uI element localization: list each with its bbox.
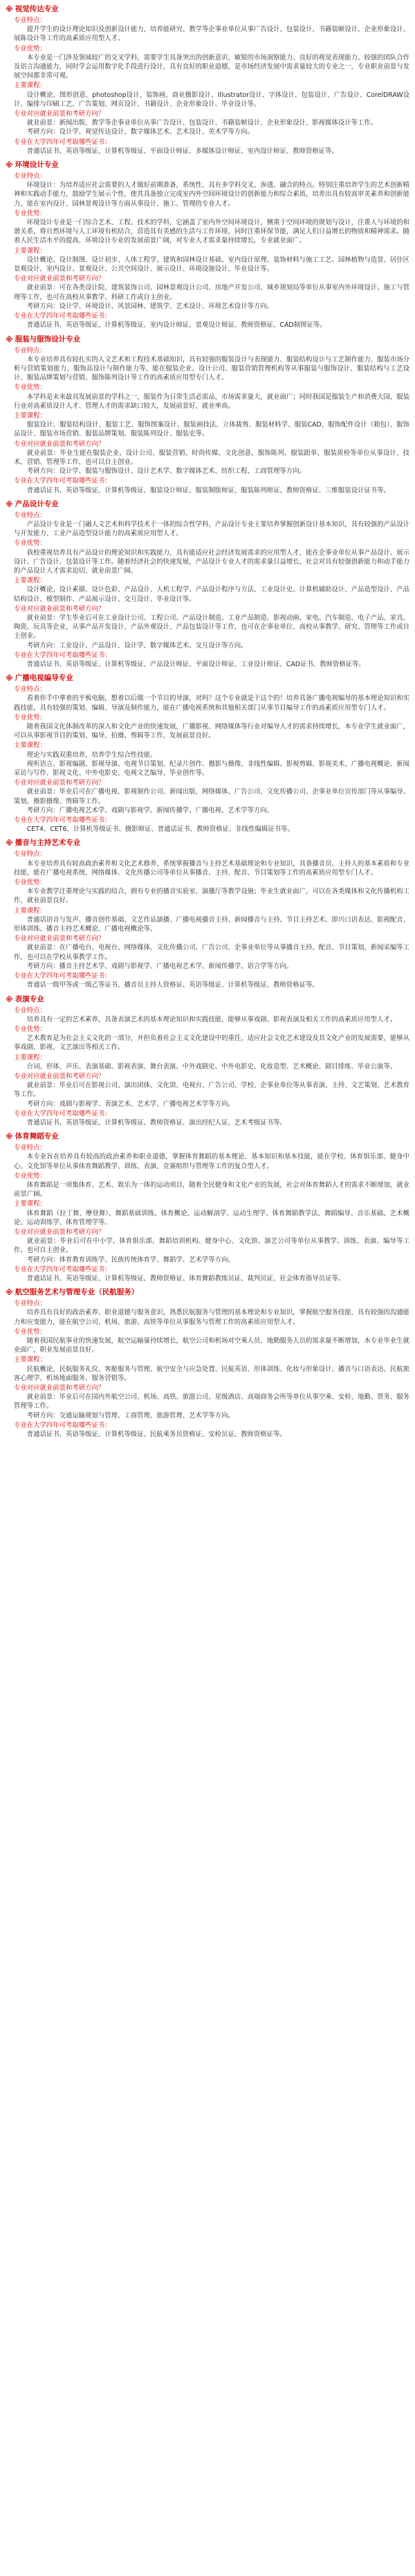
section-title-text: 广播电视编导专业 [15,674,73,683]
info-block [14,1172,409,1199]
block-text: 本专业培养具有较高政治素养和文化艺术修养，系统掌握播音与主持艺术基础理论和专业知识，具备播音员、主持人的基本素质和专业技能，能在广播电视系统、网络媒体、文化传播公司等单位从事播音、主持、配音、节目策划等工作的高素质应用型专门人才。 [14,859,409,877]
block-text: 本专业旨在培养具有较高的政治素养和职业道德，掌握体育舞蹈的基本理论、基本知识和基本技能，能在学校、体育俱乐部、健身中心、文化馆等单位从事体育舞蹈教学、训练、表演、竞赛组织与管理等工作的复合型人才。 [14,1153,409,1170]
block-text: 就业前景：可在各类设计院、建筑装饰公司、园林景观设计公司、房地产开发公司、城乡规划局等单位从事室内外环境设计、施工与管理等工作，也可在高校从事教学、科研工作或自主创业。 [14,284,409,301]
info-block [14,1421,409,1439]
block-label: 专业特点： [14,1300,46,1308]
block-label: 专业对应就业前景和考研方向？ [14,275,105,283]
block-text: 考研方向：工业设计、产品设计、设计学、数字媒体艺术、交互设计等方向。 [26,641,248,650]
block-text: 普通话证书、英语等级证、计算机等级证、服装设计师证、服装制版师证、服装陈列师证、教师资格证、三维服装设计证书等。 [26,486,390,494]
block-label: 专业对应就业前景和考研方向？ [14,1384,105,1393]
block-label: 主要课程： [14,1356,46,1364]
block-label: 专业对应就业前景和考研方向？ [14,1072,105,1080]
major-section [6,499,409,669]
info-block [14,962,409,971]
info-block [14,760,409,778]
info-block [14,467,409,476]
info-block [14,109,409,127]
info-block [14,1384,409,1411]
info-block [14,778,409,806]
info-block [14,411,409,439]
info-block [14,16,409,44]
block-text: 就业前景：毕业后可在影视公司、演出团体、文化馆、电视台、广告公司、学校、企事业单位等从事表演、主持、文艺策划、艺术教育等工作。 [14,1082,409,1099]
block-text: 考研方向：交通运输规划与管理、工商管理、旅游管理、艺术学等方向。 [26,1411,234,1420]
block-text: 就业前景：学生毕业后可在工业设计公司、工程公司、产品设计制造、工业产品制造、影视动画、家电、汽车制造、电子产品、家具、陶瓷、玩具等企业，从事产品开发设计、产品外观设计、产品包装设计等工作，也可在企事业单位、高校从事教学、研究、管理等工作或自主创业。 [14,614,409,641]
info-block [14,302,409,311]
info-block [14,605,409,641]
block-text: 设计概论、设计素描、设计色彩、产品设计、人机工程学、产品设计程序与方法、工业设计史、计算机辅助设计、产品造型设计、产品结构设计、模型制作、产品展示设计、交互设计、毕业设计等。 [14,586,409,603]
block-label: 专业特点： [14,686,46,694]
block-text: 民航概论、民航服务礼仪、客舱服务与管理、航空安全与应急处置、民航英语、形体训练、化妆与形象设计、播音与口语表达、民航旅客心理学、机场地面服务、服务营销等。 [14,1365,409,1382]
info-block [14,1299,409,1327]
reference-mark-icon: ※ [6,161,12,170]
block-label: 主要课程： [14,1053,46,1062]
block-label: 专业特点： [14,17,46,24]
reference-mark-icon: ※ [6,674,12,683]
block-text: 视听语言、影视编剧、影视导演、电视节目策划、纪录片创作、摄影与摄像、非线性编辑、影视剪辑、影视美术、广播电视概论、新闻采访与写作、影视文化、中外电影史、电视文艺编导、毕业创作等。 [14,760,409,778]
info-block [14,878,409,906]
block-text: 体育舞蹈是一项集体育、艺术、娱乐为一体的运动项目，随着全民健身和文化产业的发展，社会对体育舞蹈人才的需求不断增加，就业前景广阔。 [14,1181,409,1199]
block-text: 体育舞蹈（拉丁舞、摩登舞）、舞蹈基础训练、体育概论、运动解剖学、运动生理学、体育舞蹈教学法、舞蹈编导、音乐基础、艺术概论、运动训练学、体育管理学等。 [14,1209,409,1226]
block-text: 随着我国民航事业的快速发展，航空运输量持续增长，航空公司和机场对空乘人员、地勤服务人员的需求量不断增加，本专业毕业生就业面广，职业发展前景良好。 [14,1337,409,1354]
block-text: 普通话证书、英语等级证、计算机等级证、民航乘务员资格证、安检员证、教师资格证等。 [26,1431,286,1439]
block-label: 专业在大学四年可考取哪些证书： [14,1109,111,1118]
section-title [6,838,409,848]
block-text: 看着你手中拿着的平板电脑，想着以后做一个节目的导演，对吗？这个专业就是干这个的！培养具备广播电视编导的基本理论知识和实践技能，具有较强的策划、编辑、导演及制作能力，能在广播电视系统和其他相关部门从事节目编导工作的高素质应用型专门人才。 [14,695,409,712]
block-label: 主要课程： [14,906,46,915]
info-block [14,312,409,330]
block-text: 普通话一级甲等或一级乙等证书、播音员主持人资格证、英语等级证、计算机等级证、教师资格证等。 [26,981,319,990]
info-block [14,127,409,136]
info-block [14,1100,409,1109]
block-label: 专业特点： [14,1006,46,1014]
section-title [6,4,409,15]
block-label: 专业特点： [14,346,46,355]
block-text: CET4、CET6、计算机等级证书、摄影师证、普通话证书、教师资格证、非线性编辑证书等。 [26,825,294,834]
reference-mark-icon: ※ [6,334,12,344]
reference-mark-icon: ※ [6,1132,12,1142]
info-block [14,440,409,467]
info-block [14,247,409,274]
block-label: 专业在大学四年可考取哪些证书： [14,138,111,146]
major-section [6,160,409,330]
block-text: 考研方向：体育教育训练学、民族传统体育学、舞蹈学、艺术学等方向。 [26,1255,234,1264]
block-text: 就业前景：毕业生能在服装企业、设计公司、服装营销、时尚传媒、文化创意、服饰陈列、服装跟单、服装质检等单位从事设计、技术、营销、管理等工作，也可以自主创业。 [14,449,409,466]
info-block [14,1109,409,1127]
info-block [14,274,409,302]
block-text: 设计概论、设计制图、设计初步、人体工程学、建筑和园林设计基础、室内设计原理、装饰材料与施工工艺、园林植物与造景、居住区景观设计、室内设计、景观设计、公共空间设计、展示设计、环境设施设计、毕业设计等。 [14,256,409,274]
reference-mark-icon: ※ [6,5,12,14]
block-text: 考研方向：设计学、视觉传达设计、数字媒体艺术、艺术设计、美术学等方向。 [26,128,254,136]
block-text: 普通话证书、英语等级证、计算机等级证、室内设计师证、景观设计师证、教师资格证、CAD制图证等。 [26,321,326,330]
block-label: 主要课程： [14,82,46,90]
block-text: 随着我国文化体制改革的深入和文化产业的快速发展，广播影视、网络媒体等行业对编导人才的需求持续增长，本专业学生就业面广，可以从事影视节目的策划、编导、拍摄、剪辑等工作，发展前景良好。 [14,723,409,740]
info-block [14,641,409,650]
section-title-text: 产品设计专业 [15,499,59,508]
block-text: 就业前景：新闻出版、教学等企事业单位从事广告设计、包装设计、书籍装帧设计、企业形象设计、影视媒体设计等工作。 [26,119,378,127]
info-block [14,906,409,934]
block-label: 专业在大学四年可考取哪些证书： [14,312,111,321]
block-label: 专业在大学四年可考取哪些证书： [14,1265,111,1273]
block-label: 主要课程： [14,247,46,255]
block-text: 本专业培养具有较扎实的人文艺术和工程技术基础知识，具有较强的服装设计与表现能力、服装结构设计与工艺制作能力、服装市场分析与营销策划能力、服饰品设计与制作能力等，能在服装企业、设计公司、服装营销管理机构等从事服装与服饰设计、服装结构与工艺设计、服装品牌策划与营销、服饰陈列设计等工作的高素质应用型专门人才。 [14,355,409,382]
info-block [14,972,409,990]
info-block [14,1255,409,1264]
block-text: 培养具有良好的政治素养、职业道德与服务意识，熟悉民航服务与管理的基本理论和专业知识，掌握航空服务技能，具有较强的沟通能力和应变能力，能在航空公司、机场、旅游、高铁等单位从事服务与管理工作的高素质应用型人才。 [14,1309,409,1326]
info-block [14,850,409,877]
block-label: 专业在大学四年可考取哪些证书： [14,816,111,825]
block-label: 专业优势： [14,713,46,722]
block-label: 专业对应就业前景和考研方向？ [14,110,105,118]
section-title-text: 环境设计专业 [15,161,59,170]
section-title-text: 播音与主持艺术专业 [15,839,81,848]
section-title-text: 表演专业 [15,994,44,1003]
major-section [6,334,409,495]
section-title-text: 服装与服饰设计专业 [15,334,81,343]
block-label: 专业特点： [14,850,46,859]
block-label: 专业在大学四年可考取哪些证书： [14,1421,111,1429]
info-block [14,1072,409,1100]
block-text: 提升学生的设计理论知识及创新设计能力，培养能研究、教学等企事业单位从事广告设计、包装设计、书籍装帧设计、企业形象设计、展陈设计等工作的高素质应用型人才。 [14,26,409,43]
info-block [14,138,409,156]
reference-mark-icon: ※ [6,839,12,848]
info-block [14,816,409,834]
block-text: 就业前景：毕业后可在广播电视、影视制作公司、新闻出版、网络媒体、广告公司、文化传播公司、企事业单位宣传部门等从事编导、策划、摄影摄像、剪辑等工作。 [14,788,409,805]
section-title [6,499,409,510]
info-block [14,209,409,246]
block-text: 我校重视培养具有产品设计的理论知识和实践能力，具有能适应社会经济发展需求的应用型人才，能在企事业单位从事产品设计、展示设计、广告设计、包装设计等工作。随着经济社会的快速发展，产品设计专业人才的需求量日益增长，社会对具有较强创新能力和动手能力的产品设计人才需求迫切，就业前景广阔。 [14,548,409,575]
info-block [14,1025,409,1053]
info-block [14,1411,409,1420]
block-label: 专业在大学四年可考取哪些证书： [14,651,111,659]
block-text: 产品设计专业是一门融人文艺术和科学技术于一体的综合性学科，产品设计专业主要培养掌握创新设计基本知识，具有较强的产品设计与开发能力、工业产品造型设计能力的高素质应用型人才。 [14,520,409,538]
section-title-text: 体育舞蹈专业 [15,1132,59,1141]
block-label: 专业优势： [14,384,46,392]
block-label: 主要课程： [14,742,46,750]
block-label: 专业特点： [14,1144,46,1152]
info-block [14,1199,409,1227]
block-text: 就业前景：在广播电台、电视台、网络媒体、文化传播公司、广告公司、企事业单位等从事播音主持、配音、节目策划、新闻采编等工作，也可以在学校从事教学工作。 [14,944,409,961]
info-block [14,576,409,604]
reference-mark-icon: ※ [6,1288,12,1298]
reference-mark-icon: ※ [6,994,12,1004]
major-section [6,838,409,990]
section-title-text: 视觉传达专业 [15,5,59,13]
section-title [6,1132,409,1142]
block-label: 专业优势： [14,1025,46,1033]
info-block [14,172,409,208]
info-block [14,1006,409,1024]
block-label: 专业特点： [14,172,46,181]
info-block [14,511,409,539]
section-title [6,334,409,345]
reference-mark-icon: ※ [6,499,12,509]
info-block [14,685,409,713]
block-text: 本专业是一门涉及领域较广的交叉学科，需要学生具备突出的创新意识、敏锐的市场洞察能力、良好的视觉表现能力、较强的团队合作及语言沟通能力，同时学会运用数字化手段进行设计，具有良好的职业道德，是市场经济发展中需求量较大的专业之一，专业职业前景与发展空间都非常可观。 [14,53,409,80]
info-block [14,1053,409,1071]
info-block [14,81,409,109]
block-label: 主要课程： [14,1200,46,1208]
info-block [14,713,409,741]
block-label: 专业对应就业前景和考研方向？ [14,1228,105,1236]
section-title [6,160,409,170]
block-label: 专业对应就业前景和考研方向？ [14,779,105,787]
section-title [6,994,409,1005]
block-text: 环境设计专业是一门综合艺术、工程、技术的学科，它涵盖了室内外空间环境设计，侧重于空间环境的规划与设计，注重人与环境的和谐关系，将自然环境与人工环境有机结合，营造具有美感的生活与工作环境，同时注重环保节能，满足人们日益增长的物质和精神需求。随着人民生活水平的提高，环境设计专业的发展前景广阔，对专业人才需求量持续增长，专业就业面广。 [14,219,409,245]
section-title-text: 航空服务艺术与管理专业（民航服务） [15,1288,139,1297]
info-block [14,383,409,411]
block-label: 专业对应就业前景和考研方向？ [14,935,105,943]
info-block [14,346,409,383]
block-text: 本专业教学注重理论与实践的结合，拥有专业的播音实验室、演播厅等教学设施；毕业生就业面广，可以在各类媒体和文化传播机构工作，就业前景良好。 [14,888,409,905]
block-text: 艺术教育是为社会主义文化的一部分，并担负着社会主义文化建设中的重任，适应社会文化艺术建设及其文化产业的发展需要，能够从事戏剧、影视、文艺演出等相关工作。 [14,1035,409,1052]
block-text: 普通话证书、英语等级证、计算机等级证、教师资格证、体育舞蹈教练员证、裁判员证、社会体育指导员证等。 [26,1274,345,1282]
info-block [14,1355,409,1383]
block-text: 设计概论、图形创意、photoshop设计、装饰画、商业摄影设计、Illustrator设计、字体设计、包装设计、广告设计、CorelDRAW设计、编排与印刷工艺、广告策划、网页设计、书籍设计、企业形象设计、毕业设计等。 [14,91,409,108]
block-text: 普通话证书、英语等级证、计算机等级证、产品设计师证、平面设计师证、工业设计师证、CAD证书、教师资格证等。 [26,661,365,668]
block-label: 专业优势： [14,539,46,548]
block-label: 专业优势： [14,879,46,887]
section-title [6,1287,409,1298]
major-section [6,1287,409,1439]
block-text: 环境设计：为培养适应社会需要的人才做好前期准备，系统性、具有多学科交叉、渗透、融合的特点。特别注重培养学生的艺术创新精神和实践动手能力，鼓励学生展示个性，使其具备独立完成室内外空间环境设计的创新能力和综合素质，培养出具有较高审美素养和创新能力，能在室内设计、园林景观设计等方面从事设计、施工、管理的专业人才。 [14,181,409,208]
major-section [6,673,409,834]
block-text: 台词、形体、声乐、表演基础、影视表演、舞台表演、中外戏剧史、中外电影史、化妆造型、艺术概论、剧目排练、毕业公演等。 [26,1062,397,1071]
block-text: 普通话语音与发声、播音创作基础、文艺作品演播、广播电视播音主持、新闻播音与主持、节目主持艺术、即兴口语表达、影视配音、形体训练、播音主持艺术概论、广播电视概论等。 [14,915,409,933]
block-text: 培养具有一定的艺术素养，具备表演艺术的基本理论知识和实践技能，能够从事戏剧、影视表演及相关工作的高素质应用型人才。 [26,1015,397,1023]
info-block [14,741,409,759]
block-text: 本学科是未来最具发展前景的学科之一，服装作为日常生活必需品，市场需求量大，就业面广；同时我国是服装生产和消费大国，服装行业对高素质设计人才、管理人才的需求缺口较大，发展前景好，就业率高。 [14,393,409,410]
block-label: 专业对应就业前景和考研方向？ [14,440,105,448]
block-label: 专业优势： [14,44,46,53]
block-text: 考研方向：广播电视艺术学、戏剧与影视学、新闻传播学、广播电视、艺术学等方向。 [26,806,274,814]
info-block [14,1327,409,1355]
block-label: 专业在大学四年可考取哪些证书： [14,477,111,485]
info-block [14,539,409,575]
info-block [14,1143,409,1171]
major-section [6,1132,409,1283]
block-label: 专业特点： [14,511,46,519]
block-label: 专业在大学四年可考取哪些证书： [14,972,111,981]
info-block [14,1265,409,1283]
block-label: 专业优势： [14,209,46,217]
section-title [6,673,409,683]
block-text: 服装设计、服装结构设计、服装工艺、服饰图案设计、服装画技法、立体裁剪、服装材料学、服装CAD、服饰配件设计（箱包）、服饰品设计、服装市场营销、服装品牌策划、服装陈列设计、服装史等。 [14,421,409,438]
block-label: 专业优势： [14,1327,46,1336]
info-block [14,651,409,669]
info-block [14,44,409,81]
block-label: 专业对应就业前景和考研方向？ [14,605,105,613]
block-text: 考研方向：设计学、服装与服饰设计、设计艺术学、数字媒体艺术、纺织工程、工商管理等方向。 [26,467,306,476]
block-text: 普通话证书、英语等级证、计算机等级证、平面设计师证、多媒体设计师证、室内设计师证、教师资格证等。 [26,147,338,155]
info-block [14,1228,409,1255]
block-label: 专业优势： [14,1172,46,1180]
major-section [6,994,409,1128]
block-text: 就业前景：毕业后可在中小学、体育俱乐部、舞蹈培训机构、健身中心、文化馆、演艺公司等单位从事教学、训练、表演、编导等工作，也可自主创业。 [14,1237,409,1255]
info-block [14,934,409,962]
block-label: 主要课程： [14,411,46,420]
major-section [6,4,409,156]
block-text: 普通话证书、英语等级证、计算机等级证、教师资格证、演出经纪人证、艺术考级证书等。 [26,1118,286,1127]
block-text: 理论与实践双重培养，培养学生综合性技能。 [26,751,157,759]
block-text: 考研方向：播音主持艺术学、戏剧与影视学、广播电视艺术学、新闻传播学、语言学等方向。 [26,962,293,970]
block-text: 就业前景：毕业后可在国内外航空公司、机场、高铁、旅游公司、星级酒店、高端商务会所等单位从事空乘、安检、地勤、票务、服务管理等工作。 [14,1393,409,1411]
info-block [14,806,409,815]
block-label: 主要课程： [14,577,46,585]
block-text: 考研方向：设计学、环境设计、风景园林、建筑学、艺术设计、环境艺术设计等方向。 [26,302,274,310]
block-text: 考研方向：戏剧与影视学、表演艺术、艺术学、广播电视艺术学等方向。 [26,1100,234,1108]
info-block [14,476,409,494]
